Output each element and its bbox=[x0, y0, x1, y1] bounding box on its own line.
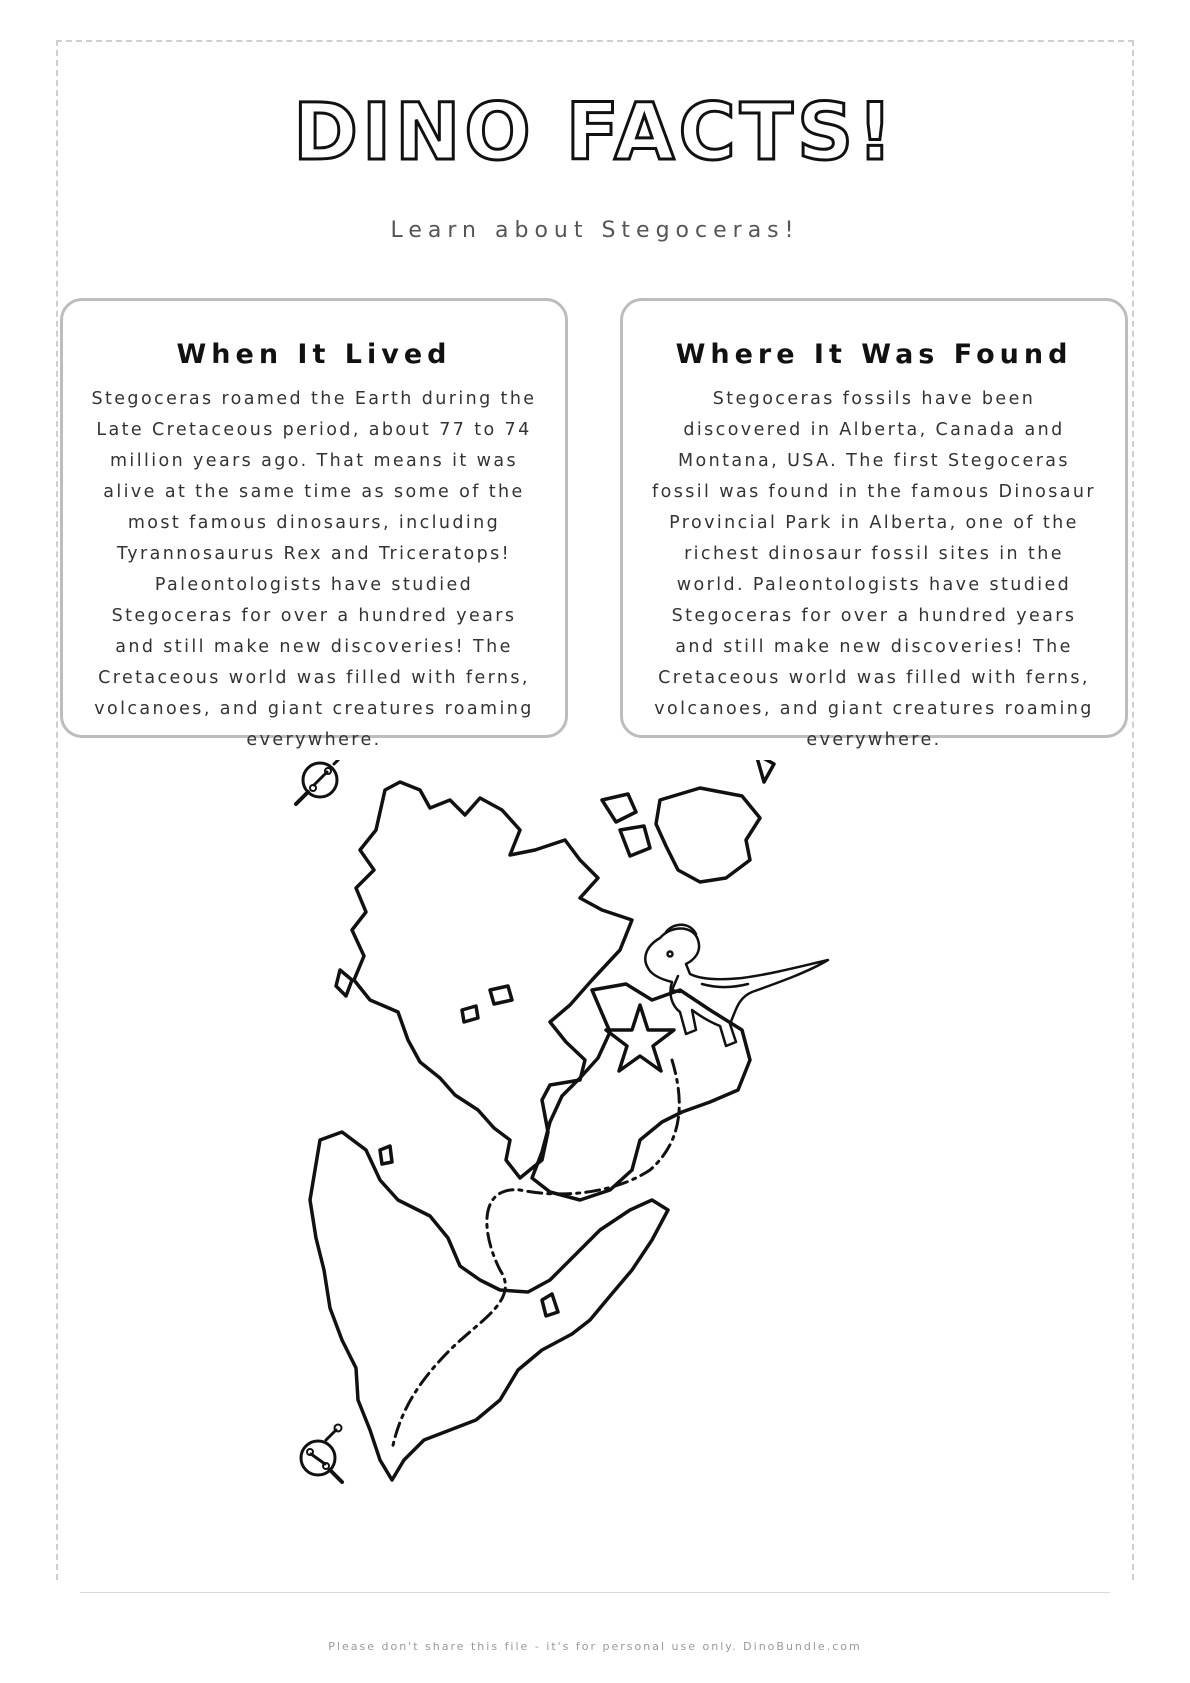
star-icon bbox=[606, 1005, 674, 1071]
footer-note: Please don't share this file - it's for personal use only. DinoBundle.com bbox=[328, 1640, 862, 1653]
footer-divider bbox=[80, 1592, 1110, 1593]
card-body: Stegoceras roamed the Earth during the Late Cretaceous period, about 77 to 74 million years ago. That means it was alive at the same time as some of the most famous dinosaurs, including Tyrannosaurus Rex and Triceratops! Paleontologists have studied Stegoceras for over a hundred years and still make new discoveries! The Cretaceous world was filled with ferns, volcanoes, and giant creatures roaming everywhere. bbox=[91, 389, 537, 750]
magnifier-bone-icon bbox=[296, 760, 350, 804]
card-heading: Where It Was Found bbox=[675, 339, 1073, 370]
island bbox=[620, 826, 650, 856]
island bbox=[490, 986, 512, 1004]
where-it-was-found-card bbox=[620, 298, 1128, 750]
when-it-lived-card bbox=[60, 298, 568, 750]
card-heading: When It Lived bbox=[176, 339, 452, 370]
migration-trail bbox=[392, 1060, 679, 1450]
island bbox=[336, 970, 352, 996]
page-title: DINO FACTS! bbox=[293, 88, 897, 178]
island bbox=[756, 760, 774, 782]
world-map-illustration bbox=[280, 760, 920, 1520]
island bbox=[462, 1006, 478, 1022]
island bbox=[542, 1294, 558, 1316]
island bbox=[602, 794, 636, 822]
continent-greenland bbox=[656, 788, 760, 882]
card-body: Stegoceras fossils have been discovered in Alberta, Canada and Montana, USA. The first Stegoceras fossil was found in the famous Dinosaur Provincial Park in Alberta, one of the richest dinosaur fossil sites in the world. Paleontologists have studied Stegoceras for over a hundred years and still make new discoveries! The Cretaceous world was filled with ferns, volcanoes, and giant creatures roaming everywhere. bbox=[652, 389, 1096, 750]
magnifier-bone-icon bbox=[301, 1425, 342, 1483]
continent-europe-africa bbox=[532, 984, 750, 1200]
continent-north-america bbox=[352, 782, 632, 1178]
island bbox=[380, 1146, 392, 1164]
page-subtitle: Learn about Stegoceras! bbox=[390, 218, 800, 243]
